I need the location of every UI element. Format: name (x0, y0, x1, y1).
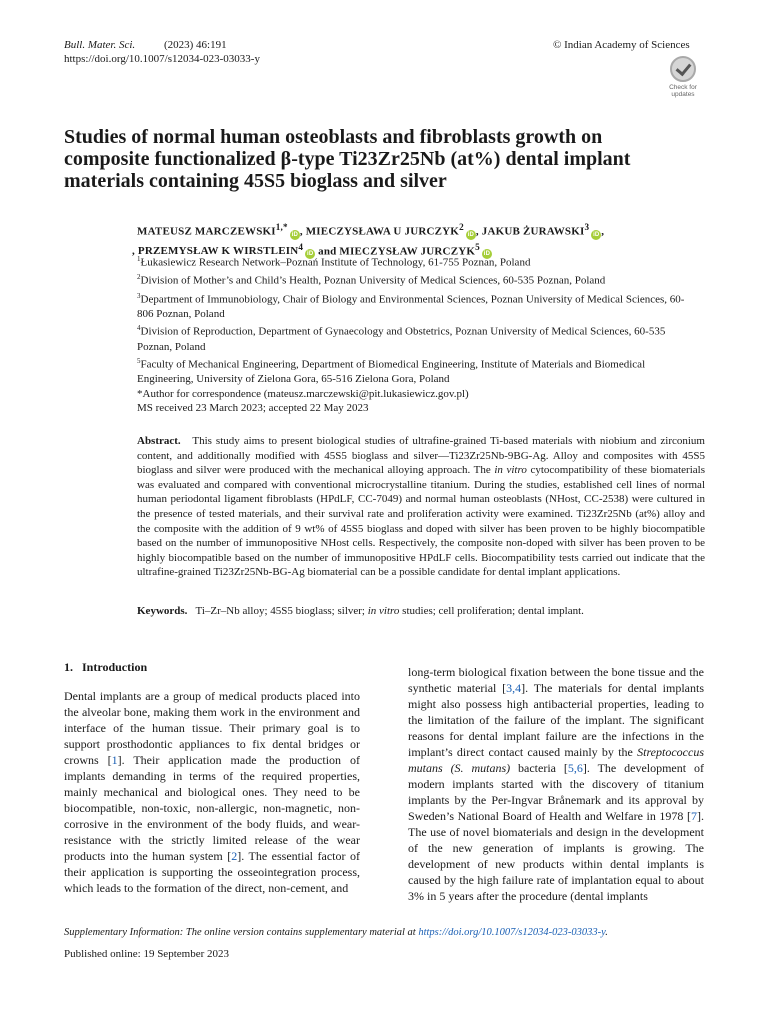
citation-link[interactable]: 5,6 (567, 761, 583, 775)
citation-link[interactable]: 7 (691, 809, 697, 823)
keywords-text-1: Ti–Zr–Nb alloy; 45S5 bioglass; silver; (195, 605, 368, 617)
author-1-sup: 1,* (275, 222, 288, 232)
abstract-text-1: This study aims to present biological studies of ultrafine-grained Ti-based materials with niobium and zirconium content, and additionally modified with 45S5 bioglass and silver—Ti23Zr25Nb-9BG-Ag. Alloy and composites with 45S5 bioglass and silver were produced with the mechanical alloying approach. The (137, 435, 705, 477)
supplementary-info: Supplementary Information: The online version contains supplementary material at https://doi.org/10.1007/s12034-023-03033-y. (64, 927, 608, 938)
orcid-icon[interactable]: iD (483, 251, 491, 258)
affiliation-item: $^3$Department of Immunobiology, Chair of Biology and Environmental Sciences, Poznan University of Medical Sciences, 60-806 Poznan, Poland (137, 291, 685, 320)
keywords-label: Keywords. (137, 605, 188, 617)
author-5-sup: 5 (475, 241, 480, 252)
correspondence: *Author for correspondence (mateusz.marczewski@pit.lukasiewicz.gov.pl) (137, 388, 469, 401)
abstract-text-2: cytocompatibility of these biomaterials was evaluated and compared with conventional microcrystalline titanium. During the studies, established cell lines of normal human periodontal ligament fibroblasts (HPdLF, CC-7049) and normal human osteoblasts (NHost, CC-2538) were cultured in the presence of tested materials, and their survival rate and proliferation activity were examined. Ti23Zr25Nb (at%) alloy and the composite with the addition of 9 wt% of 45S5 bioglass and doped with silver has been proven to be highly biocompatible based on the number of immunopositive NHost cells. Respectively, the composite non-doped with silver has been proven to be highly biocompatible based on the number of immunopositive HPdLF cells. Biocompatibility tests carried out indicate that the ultrafine-grained Ti23Zr25Nb-BG-Ag biomaterial can be a possible candidate for dental implant applications. (137, 464, 705, 579)
author-3-sup: 3 (584, 222, 590, 232)
body-column-right: long-term biological fixation between the bone tissue and the synthetic material [3,4]. The materials for dental implants might also possess high antibacterial properties, leading to the limitation of the failure of the implant. The significant reasons for dental implant failure are the infections in the implant’s direct contact caused mainly by the Streptococcus mutans (S. mutans) bacteria [5,6]. The development of modern implants started with the discovery of titanium implants by the Per-Ingvar Brånemark and its approval by Sweden’s National Board of Health and Welfare in 1978 [7]. The use of novel biomaterials and design in the development of the new generation of implants is growing. The development of new products within dental implants is caused by the high failure rate of implantation equal to about 3% in 5 years after the procedure (dental implants (408, 665, 705, 903)
abstract (137, 434, 705, 580)
author-4-sup: 4 (298, 241, 304, 252)
affiliation-item: $^1$Łukasiewicz Research Network–Poznań Institute of Technology, 61-755 Poznan, Poland (137, 255, 531, 269)
keywords-italic: in vitro (367, 605, 400, 617)
orcid-icon[interactable]: iD (291, 231, 299, 238)
badge-line2: updates (671, 91, 695, 98)
abstract-label: Abstract. (137, 435, 181, 447)
check-updates-icon (670, 56, 696, 82)
orcid-icon[interactable]: iD (306, 251, 314, 258)
body-column-left: Dental implants are a group of medical products placed into the alveolar bone, making them work in the environment and interface of the human tissue. Their primary goal is to support prosthodontic appliances to fix dental bridges or crowns [1]. Their application made the production of implants demanding in terms of the required properties, mainly mechanical and biological ones. They need to be biocompatible, non-toxic, non-allergic, non-magnetic, non-corrosive in the environment of the body fluids, and wear-resistance with the strictly limited release of the wear products into the human system [2]. The essential factor of their application is supporting the osseointegration process, which leads to the formation of the direct, non-cement, and (64, 689, 361, 895)
doi-link[interactable]: https://doi.org/10.1007/s12034-023-03033-y (64, 53, 260, 65)
author-5[interactable]: and MIECZYSŁAW JURCZYK (315, 245, 476, 258)
citation-link[interactable]: 3,4 (506, 681, 522, 695)
affiliation-item: $^4$Division of Reproduction, Department of Gynaecology and Obstetrics, Poznan University of Medical Sciences, 60-535 Poznan, Poland (137, 324, 666, 353)
author-4[interactable]: , PRZEMYSŁAW K WIRSTLEIN (132, 245, 299, 258)
affiliation-item: $^5$Faculty of Mechanical Engineering, Department of Biomedical Engineering, Institute of Materials and Biomedical Engineering, University of Zielona Gora, 65-516 Zielona Gora, Poland (137, 357, 646, 386)
badge-line1: Check for (669, 84, 697, 91)
journal-header (64, 38, 260, 66)
author-3[interactable]: , JAKUB ŻURAWSKI (475, 225, 585, 238)
keywords-text-2: studies; cell proliferation; dental implant. (399, 605, 584, 617)
published-date: Published online: 19 September 2023 (64, 948, 229, 960)
citation-link[interactable]: 1 (111, 753, 118, 767)
author-2[interactable]: , MIECZYSŁAWA U JURCZYK (299, 225, 460, 238)
received-dates: MS received 23 March 2023; accepted 22 May 2023 (137, 402, 369, 414)
article-title: Studies of normal human osteoblasts and fibroblasts growth on composite functionalized β-type Ti23Zr25Nb (at%) dental implant materials containing 45S5 bioglass and silver (64, 126, 631, 192)
affiliation-item: $^2$Division of Mother’s and Child’s Health, Poznan University of Medical Sciences, 60-535 Poznan, Poland (137, 273, 606, 287)
abstract-italic: in vitro (494, 464, 527, 477)
author-list: MATEUSZ $MARCZEWSKI^{1,*}iD$ , MIECZYSŁAWA U JURCZYK$^2$iD , JAKUB ŻURAWSKI$^3$iD , , PRZEMYSŁAW K WIRSTLEIN$^4$iD and MIECZYSŁAW JURCZYK$^5$iD (132, 222, 605, 258)
citation-link[interactable]: 2 (231, 849, 238, 863)
orcid-icon[interactable]: iD (467, 231, 475, 238)
section-heading-introduction: 1. Introduction (64, 660, 148, 674)
affiliations (137, 252, 697, 402)
keywords (137, 604, 705, 618)
supplementary-link[interactable]: https://doi.org/10.1007/s12034-023-03033-y (418, 927, 606, 938)
orcid-icon[interactable]: iD (593, 231, 600, 238)
check-for-updates-badge[interactable] (663, 56, 703, 100)
journal-name: Bull. Mater. Sci. (64, 39, 136, 51)
author-2-sup: 2 (459, 222, 464, 232)
journal-volume: (2023) 46:191 (163, 39, 227, 51)
publisher-name: © Indian Academy of Sciences (553, 39, 690, 51)
author-1[interactable]: MATEUSZ MARCZEWSKI (137, 225, 276, 238)
